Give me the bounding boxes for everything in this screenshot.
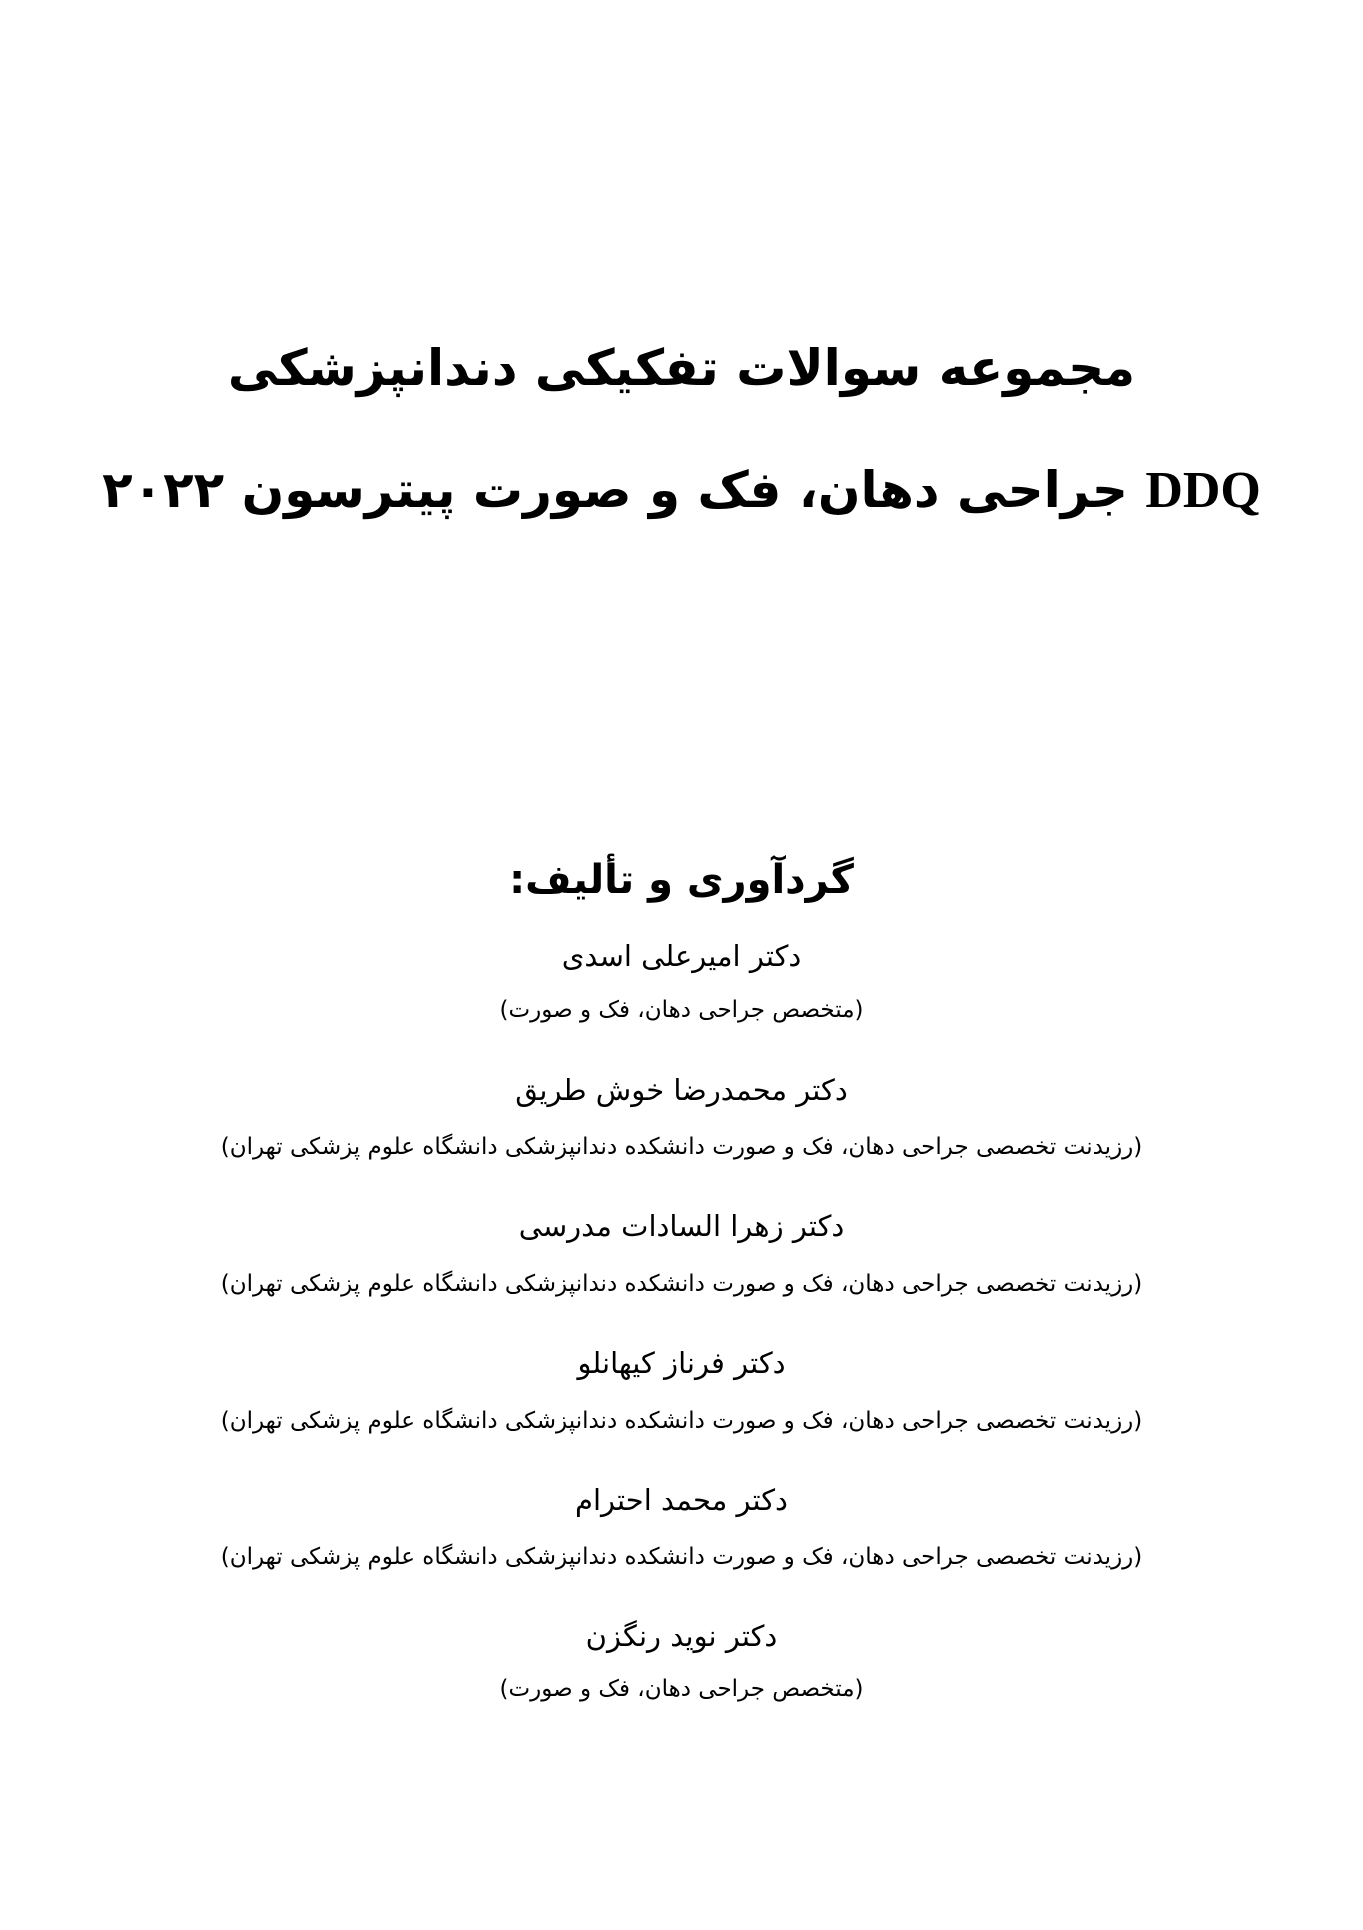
book-title-line-1: مجموعه سوالات تفکیکی دندانپزشکی [227,339,1136,397]
book-title-main: جراحی دهان، فک و صورت پیترسون [241,461,1128,519]
author-name: دکتر زهرا السادات مدرسی [518,1209,845,1243]
author-affiliation: (متخصص جراحی دهان، فک و صورت) [499,1676,864,1702]
book-title-prefix: DDQ [1145,462,1261,519]
author-affiliation: (متخصص جراحی دهان، فک و صورت) [499,997,864,1023]
author-name: دکتر فرناز کیهانلو [577,1346,786,1380]
author-affiliation: (رزیدنت تخصصی جراحی دهان، فک و صورت دانشکده دندانپزشکی دانشگاه علوم پزشکی تهران) [220,1134,1143,1160]
author-name: دکتر نوید رنگزن [585,1619,778,1653]
book-title-year: ۲۰۲۲ [102,461,225,519]
compiled-by-heading: گردآوری و تألیف: [509,857,854,903]
author-affiliation: (رزیدنت تخصصی جراحی دهان، فک و صورت دانشکده دندانپزشکی دانشگاه علوم پزشکی تهران) [220,1544,1143,1570]
author-affiliation: (رزیدنت تخصصی جراحی دهان، فک و صورت دانشکده دندانپزشکی دانشگاه علوم پزشکی تهران) [220,1408,1143,1434]
author-name: دکتر محمد احترام [575,1483,788,1517]
author-name: دکتر محمدرضا خوش طریق [515,1073,848,1107]
author-affiliation: (رزیدنت تخصصی جراحی دهان، فک و صورت دانشکده دندانپزشکی دانشگاه علوم پزشکی تهران) [220,1271,1143,1297]
book-title-line-2 [0,458,1363,523]
author-name: دکتر امیرعلی اسدی [561,939,802,973]
